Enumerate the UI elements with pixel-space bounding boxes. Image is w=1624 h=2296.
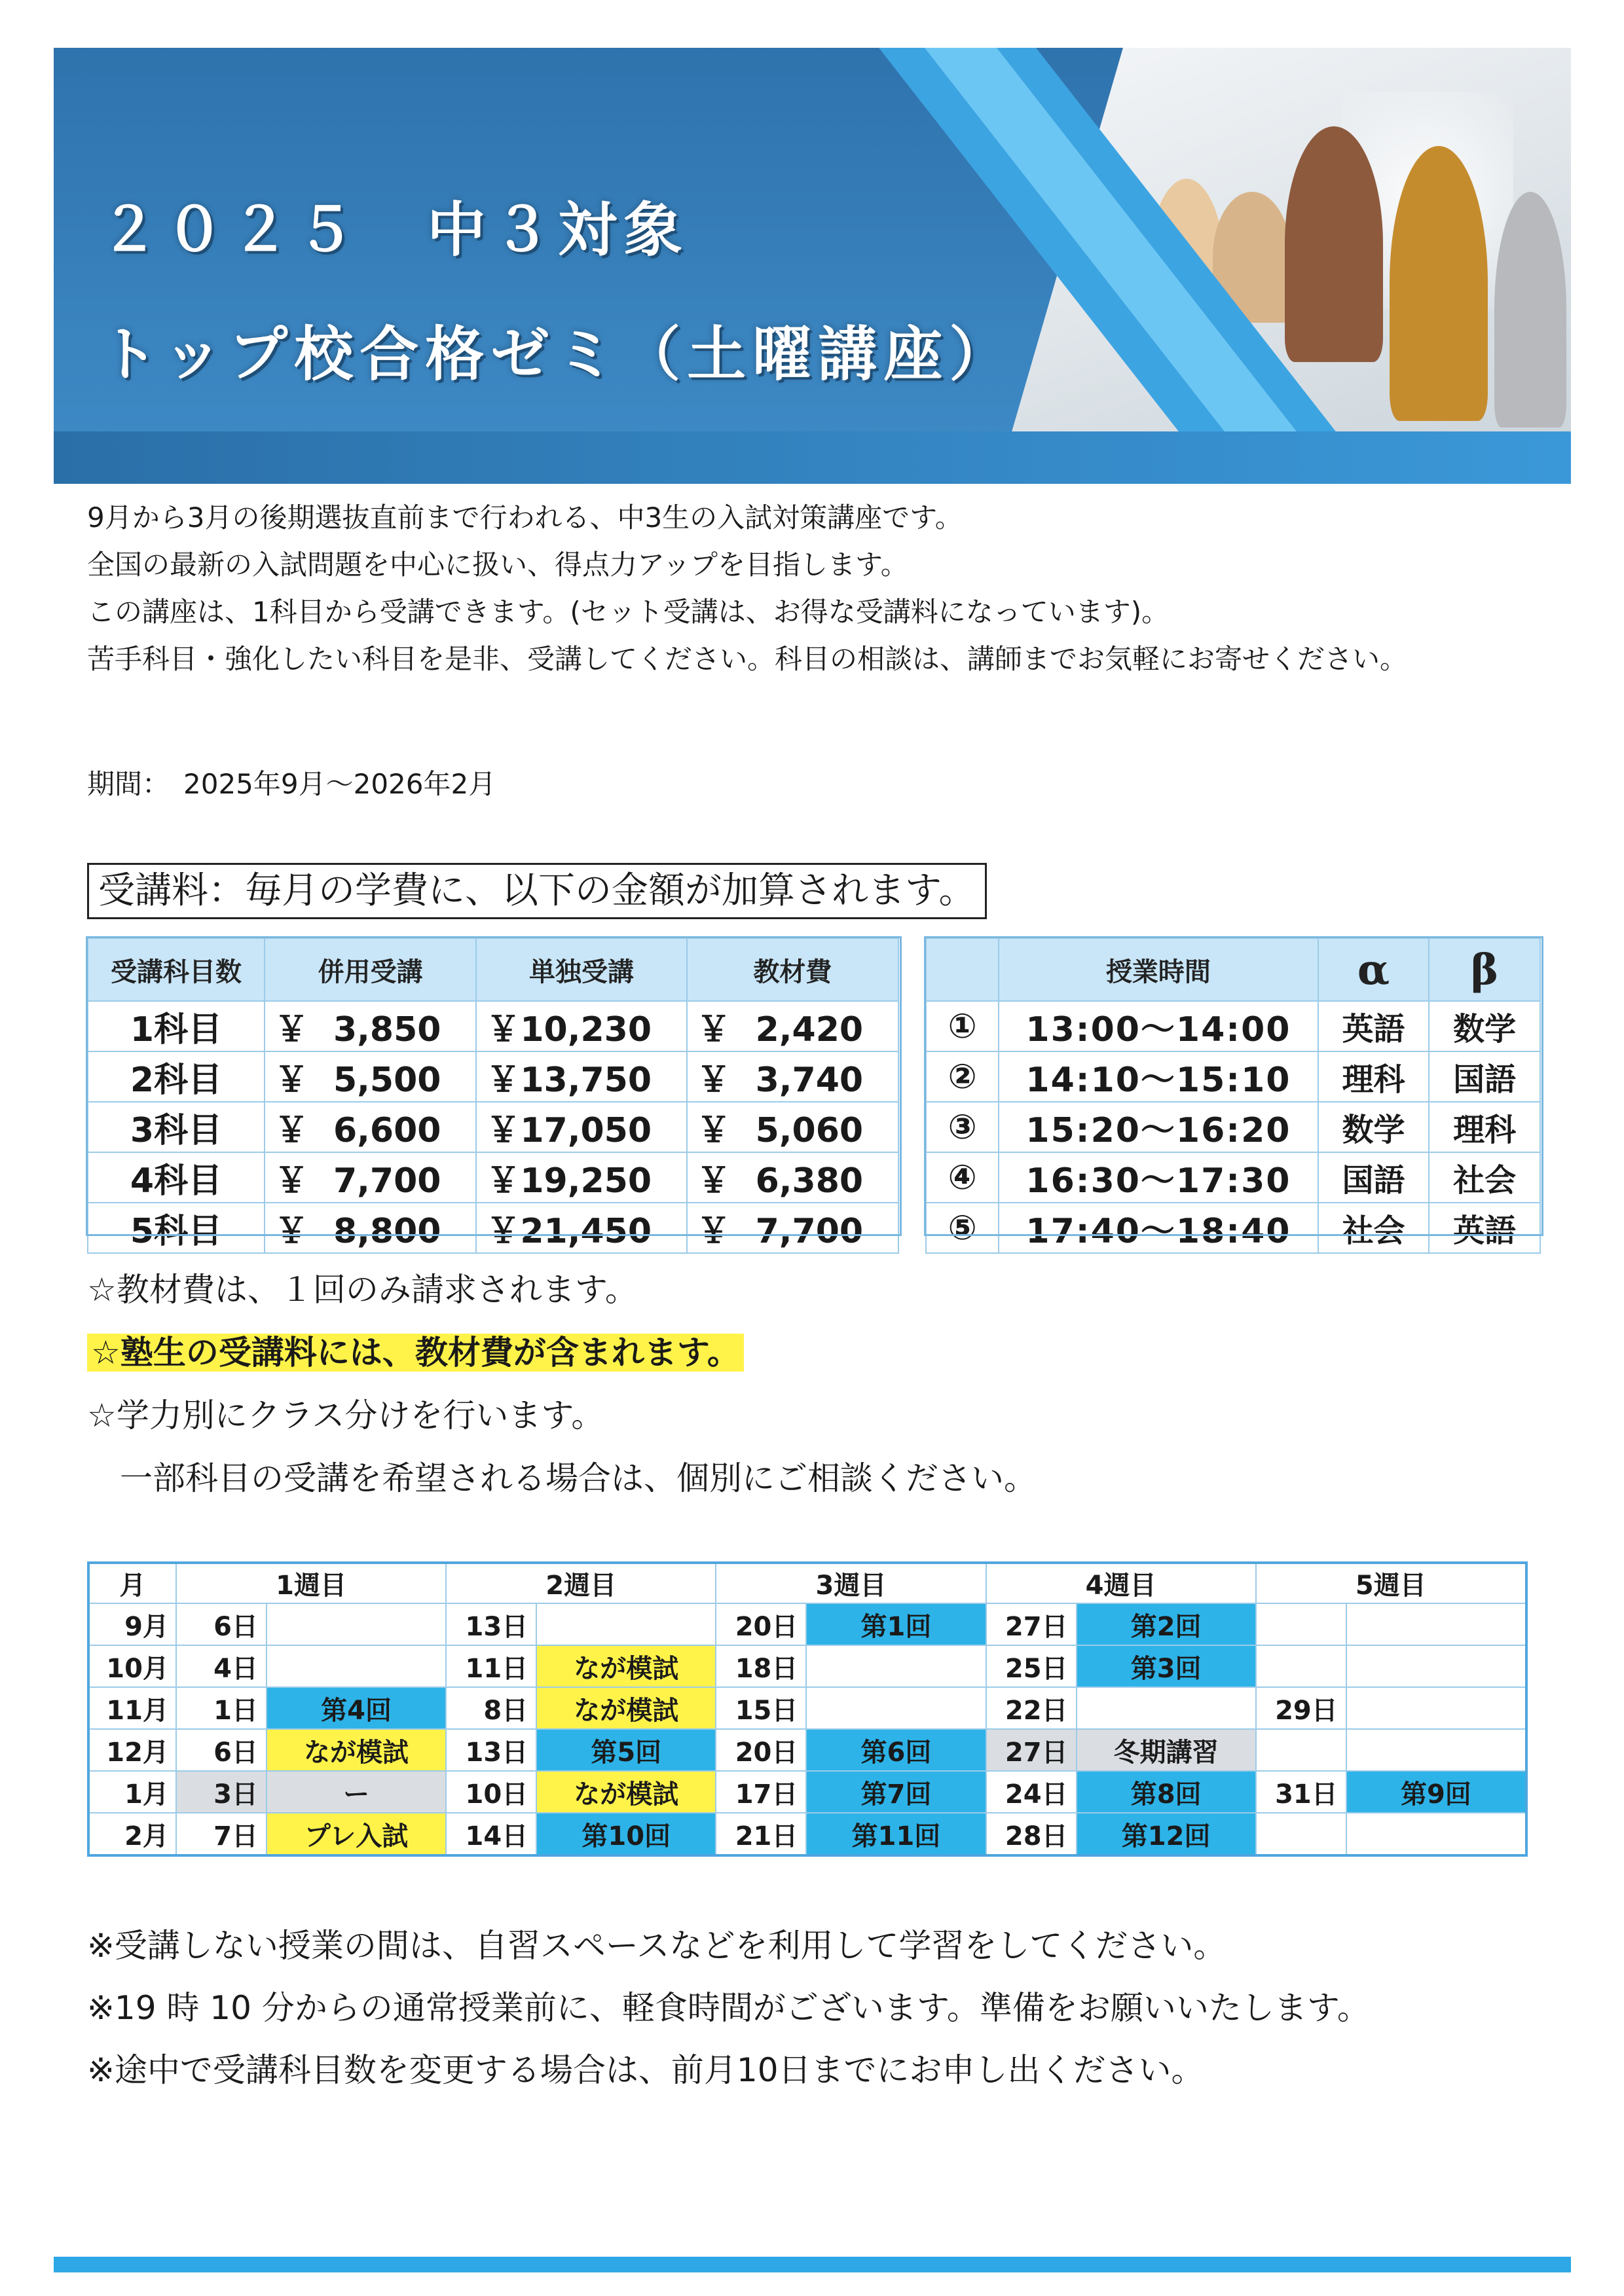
table-row — [88, 1813, 1526, 1855]
header-banner — [54, 48, 1571, 484]
intro-text — [87, 494, 1560, 683]
schedule-month: 1月 — [88, 1771, 176, 1813]
schedule-event — [1346, 1645, 1526, 1687]
schedule-event — [806, 1687, 986, 1729]
column-header: 併用受講 — [265, 938, 476, 1001]
schedule-month: 10月 — [88, 1645, 176, 1687]
schedule-month: 9月 — [88, 1603, 176, 1645]
schedule-event: 第5回 — [536, 1729, 716, 1771]
schedule-event — [1077, 1687, 1256, 1729]
schedule-event: 第6回 — [806, 1729, 986, 1771]
schedule-event: 第9回 — [1346, 1771, 1526, 1813]
schedule-date: 8日 — [446, 1687, 536, 1729]
schedule-date: 3日 — [176, 1771, 267, 1813]
table-row: ② 14:10～15:10 理科 国語 — [926, 1051, 1540, 1102]
intro-line: 9月から3月の後期選抜直前まで行われる、中3生の入試対策講座です。 — [87, 501, 963, 534]
schedule-event — [267, 1603, 446, 1645]
schedule-date: 13日 — [446, 1603, 536, 1645]
schedule-table — [87, 1561, 1528, 1857]
schedule-month: 12月 — [88, 1729, 176, 1771]
schedule-month: 11月 — [88, 1687, 176, 1729]
schedule-event — [1346, 1813, 1526, 1855]
time-table-border — [924, 936, 1543, 1236]
table-row: 1科目 ￥ 3,850 ￥10,230 ￥ 2,420 — [88, 1001, 898, 1051]
intro-line: 苦手科目・強化したい科目を是非、受講してください。科目の相談は、講師までお気軽にお寄せください。 — [87, 643, 1408, 675]
column-header: 2週目 — [446, 1563, 716, 1603]
table-row: 2科目 ￥ 5,500 ￥13,750 ￥ 3,740 — [88, 1051, 898, 1102]
schedule-event — [536, 1603, 716, 1645]
fee-table-border — [86, 936, 902, 1236]
column-header: 1週目 — [176, 1563, 446, 1603]
schedule-date — [1256, 1813, 1346, 1855]
schedule-date — [1256, 1603, 1346, 1645]
schedule-event: 第4回 — [267, 1687, 446, 1729]
schedule-date — [1256, 1645, 1346, 1687]
schedule-event: 冬期講習 — [1077, 1729, 1256, 1771]
schedule-date: 6日 — [176, 1729, 267, 1771]
schedule-event: なが模試 — [536, 1771, 716, 1813]
column-header: 4週目 — [986, 1563, 1256, 1603]
schedule-event: 第12回 — [1077, 1813, 1256, 1855]
table-row: 3科目 ￥ 6,600 ￥17,050 ￥ 5,060 — [88, 1102, 898, 1152]
schedule-event — [1346, 1729, 1526, 1771]
column-header-beta: β — [1429, 938, 1540, 1001]
schedule-event: ー — [267, 1771, 446, 1813]
schedule-date: 20日 — [716, 1729, 806, 1771]
schedule-date: 31日 — [1256, 1771, 1346, 1813]
footer-note: ※受講しない授業の間は、自習スペースなどを利用して学習をしてください。 — [87, 1927, 1227, 1965]
column-header: 3週目 — [716, 1563, 986, 1603]
schedule-date: 29日 — [1256, 1687, 1346, 1729]
banner-title-line2: トップ校合格ゼミ（土曜講座） — [100, 320, 1015, 389]
schedule-date: 6日 — [176, 1603, 267, 1645]
notes — [87, 1258, 1037, 1510]
column-header: 受講科目数 — [88, 938, 265, 1001]
schedule-event: 第10回 — [536, 1813, 716, 1855]
banner-title-line1: ２０２５ 中３対象 — [100, 196, 689, 264]
schedule-date — [1256, 1729, 1346, 1771]
table-row — [88, 1645, 1526, 1687]
schedule-event: なが模試 — [267, 1729, 446, 1771]
note-line: 一部科目の受講を希望される場合は、個別にご相談ください。 — [87, 1459, 1037, 1497]
column-header: 授業時間 — [999, 938, 1318, 1001]
schedule-event: 第7回 — [806, 1771, 986, 1813]
schedule-date: 27日 — [986, 1603, 1077, 1645]
table-row — [88, 1603, 1526, 1645]
schedule-date: 25日 — [986, 1645, 1077, 1687]
schedule-date: 28日 — [986, 1813, 1077, 1855]
table-row: ⑤ 17:40～18:40 社会 英語 — [926, 1203, 1540, 1253]
schedule-month: 2月 — [88, 1813, 176, 1855]
schedule-event — [1346, 1603, 1526, 1645]
schedule-event: 第11回 — [806, 1813, 986, 1855]
schedule-date: 22日 — [986, 1687, 1077, 1729]
schedule-date: 10日 — [446, 1771, 536, 1813]
schedule-date: 27日 — [986, 1729, 1077, 1771]
schedule-event: なが模試 — [536, 1645, 716, 1687]
banner-band — [54, 431, 1571, 484]
table-row — [88, 1687, 1526, 1729]
table-row: ① 13:00～14:00 英語 数学 — [926, 1001, 1540, 1051]
note-highlight: ☆塾生の受講料には、教材費が含まれます。 — [87, 1334, 744, 1372]
column-header: 単独受講 — [476, 938, 686, 1001]
table-row: ④ 16:30～17:30 国語 社会 — [926, 1152, 1540, 1203]
schedule-event — [1346, 1687, 1526, 1729]
schedule-date: 14日 — [446, 1813, 536, 1855]
schedule-date: 15日 — [716, 1687, 806, 1729]
footer-note: ※19 時 10 分からの通常授業前に、軽食時間がございます。準備をお願いいたします。 — [87, 1989, 1370, 2027]
period-text: 期間： 2025年9月～2026年2月 — [87, 768, 496, 800]
column-header-alpha: α — [1318, 938, 1430, 1001]
column-header: 月 — [88, 1563, 176, 1603]
table-row — [88, 1771, 1526, 1813]
intro-line: この講座は、1科目から受講できます。(セット受講は、お得な受講料になっています)。 — [87, 596, 1170, 628]
footer-bar — [54, 2257, 1571, 2272]
schedule-event: 第8回 — [1077, 1771, 1256, 1813]
schedule-event: プレ入試 — [267, 1813, 446, 1855]
table-row — [88, 1729, 1526, 1771]
column-header: 5週目 — [1256, 1563, 1526, 1603]
note-line: ☆学力別にクラス分けを行います。 — [87, 1396, 604, 1434]
intro-line: 全国の最新の入試問題を中心に扱い、得点力アップを目指します。 — [87, 549, 908, 581]
schedule-date: 20日 — [716, 1603, 806, 1645]
schedule-date: 17日 — [716, 1771, 806, 1813]
column-header: 教材費 — [687, 938, 898, 1001]
schedule-event: 第1回 — [806, 1603, 986, 1645]
schedule-date: 4日 — [176, 1645, 267, 1687]
table-row: 5科目 ￥ 8,800 ￥21,450 ￥ 7,700 — [88, 1203, 898, 1253]
schedule-date: 24日 — [986, 1771, 1077, 1813]
schedule-date: 13日 — [446, 1729, 536, 1771]
footer-note: ※途中で受講科目数を変更する場合は、前月10日までにお申し出ください。 — [87, 2051, 1204, 2089]
schedule-event: 第2回 — [1077, 1603, 1256, 1645]
schedule-event: 第3回 — [1077, 1645, 1256, 1687]
table-row: 4科目 ￥ 7,700 ￥19,250 ￥ 6,380 — [88, 1152, 898, 1203]
schedule-event — [806, 1645, 986, 1687]
footer-notes — [87, 1915, 1370, 2102]
schedule-date: 18日 — [716, 1645, 806, 1687]
schedule-event — [267, 1645, 446, 1687]
fee-heading: 受講料：毎月の学費に、以下の金額が加算されます。 — [87, 863, 987, 919]
schedule-date: 7日 — [176, 1813, 267, 1855]
schedule-date: 1日 — [176, 1687, 267, 1729]
schedule-date: 21日 — [716, 1813, 806, 1855]
schedule-date: 11日 — [446, 1645, 536, 1687]
table-row: ③ 15:20～16:20 数学 理科 — [926, 1102, 1540, 1152]
schedule-event: なが模試 — [536, 1687, 716, 1729]
note-line: ☆教材費は、１回のみ請求されます。 — [87, 1271, 638, 1309]
